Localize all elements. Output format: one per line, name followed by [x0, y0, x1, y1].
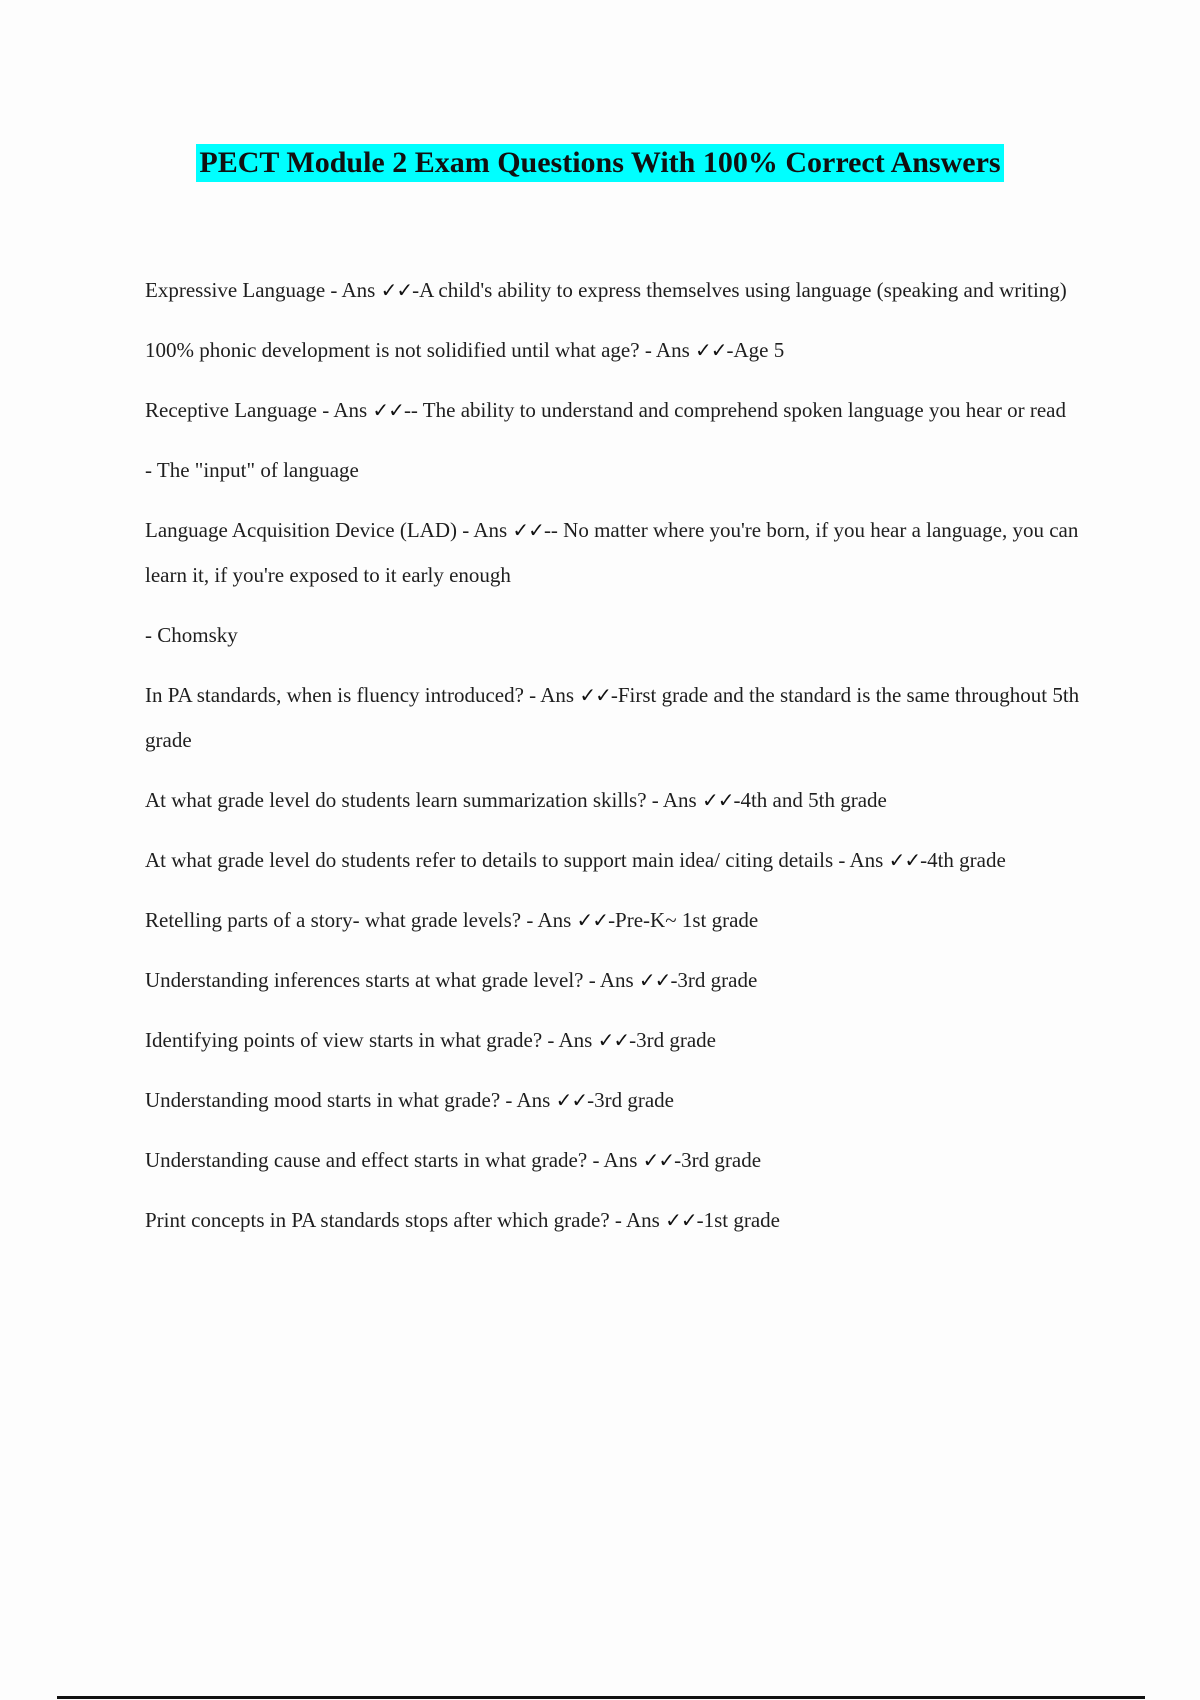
question-text: Receptive Language - Ans	[145, 398, 373, 422]
question-text: Understanding cause and effect starts in what grade? - Ans	[145, 1148, 643, 1172]
answer-text: -- No matter where you're born, if you hear a language, you can learn it, if you're exposed to it early enough	[145, 518, 1079, 587]
qa-entry	[145, 268, 1095, 313]
qa-entry	[145, 673, 1095, 763]
double-check-icon: ✓✓	[380, 278, 413, 302]
qa-entry	[145, 778, 1095, 823]
question-text: Identifying points of view starts in what grade? - Ans	[145, 1028, 598, 1052]
double-check-icon: ✓✓	[597, 1028, 630, 1052]
double-check-icon: ✓✓	[695, 338, 727, 362]
double-check-icon: ✓✓	[576, 908, 609, 932]
footer-divider	[57, 1696, 1145, 1699]
qa-entry	[145, 388, 1095, 433]
double-check-icon: ✓✓	[638, 968, 671, 992]
question-text: 100% phonic development is not solidified until what age? - Ans	[145, 338, 695, 362]
question-text: Retelling parts of a story- what grade levels? - Ans	[145, 908, 577, 932]
question-text: Language Acquisition Device (LAD) - Ans	[145, 518, 513, 542]
double-check-icon: ✓✓	[665, 1208, 697, 1232]
question-text: At what grade level do students refer to details to support main idea/ citing details - Ans	[145, 848, 889, 872]
answer-text: -1st grade	[696, 1208, 780, 1232]
double-check-icon: ✓✓	[555, 1088, 588, 1112]
double-check-icon: ✓✓	[512, 518, 544, 542]
qa-entry	[145, 1138, 1095, 1183]
note-line: - The "input" of language	[145, 458, 359, 482]
answer-text: -3rd grade	[629, 1028, 716, 1052]
question-text: At what grade level do students learn summarization skills? - Ans	[145, 788, 702, 812]
qa-entry	[145, 508, 1095, 598]
answer-text: -First grade and the standard is the same throughout 5th grade	[145, 683, 1080, 752]
double-check-icon: ✓✓	[642, 1148, 675, 1172]
answer-text: -3rd grade	[587, 1088, 674, 1112]
answer-text: -4th and 5th grade	[733, 788, 887, 812]
qa-list	[145, 268, 1095, 1258]
question-text: Print concepts in PA standards stops after which grade? - Ans	[145, 1208, 666, 1232]
question-text: Understanding mood starts in what grade? - Ans	[145, 1088, 556, 1112]
document-title: PECT Module 2 Exam Questions With 100% Correct Answers	[196, 144, 1003, 182]
double-check-icon: ✓✓	[579, 683, 611, 707]
question-text: In PA standards, when is fluency introduced? - Ans	[145, 683, 580, 707]
qa-entry	[145, 1018, 1095, 1063]
question-text: Expressive Language - Ans	[145, 278, 381, 302]
double-check-icon: ✓✓	[888, 848, 921, 872]
answer-text: -Age 5	[726, 338, 785, 362]
answer-text: -4th grade	[920, 848, 1006, 872]
double-check-icon: ✓✓	[372, 398, 404, 422]
answer-text: -Pre-K~ 1st grade	[608, 908, 759, 932]
qa-entry	[145, 1078, 1095, 1123]
note-line: - Chomsky	[145, 623, 238, 647]
answer-text: -- The ability to understand and comprehend spoken language you hear or read	[403, 398, 1066, 422]
answer-text: -A child's ability to express themselves using language (speaking and writing)	[412, 278, 1067, 302]
answer-text: -3rd grade	[674, 1148, 762, 1172]
qa-entry	[145, 898, 1095, 943]
answer-text: -3rd grade	[670, 968, 758, 992]
title-container	[0, 144, 1200, 182]
qa-entry	[145, 838, 1095, 883]
qa-entry	[145, 1198, 1095, 1243]
question-text: Understanding inferences starts at what grade level? - Ans	[145, 968, 639, 992]
qa-entry	[145, 958, 1095, 1003]
qa-entry	[145, 328, 1095, 373]
double-check-icon: ✓✓	[701, 788, 734, 812]
